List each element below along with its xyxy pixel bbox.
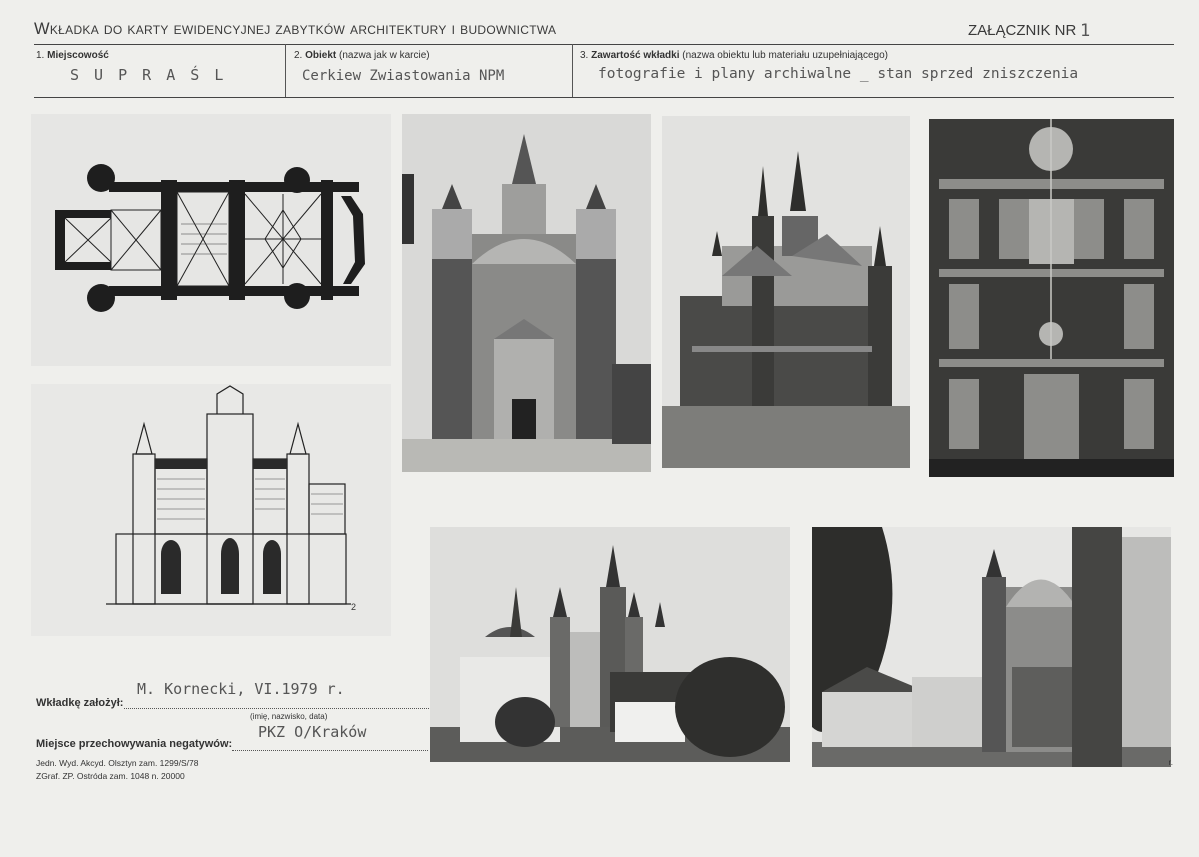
object-value: Cerkiew Zwiastowania NPM	[302, 68, 505, 84]
field-divider-2	[572, 44, 573, 97]
church-side-photo	[662, 116, 910, 468]
drawing-number: 2	[351, 602, 357, 612]
tower-courtyard-photo	[812, 527, 1171, 767]
founded-value: M. Kornecki, VI.1979 r.	[137, 680, 345, 698]
corner-mark: r.	[1168, 758, 1173, 767]
locality-value: S U P R A Ś L	[70, 66, 227, 84]
church-front-photo	[402, 114, 651, 472]
negatives-value: PKZ O/Kraków	[258, 723, 367, 741]
monastery-panorama-photo	[430, 527, 790, 762]
annex-label: ZAŁĄCZNIK NR	[968, 22, 1077, 39]
founded-label: Wkładkę założył:	[36, 697, 124, 709]
floor-plan-photo	[31, 114, 391, 366]
header-rule-top	[34, 44, 1174, 45]
founded-note: (imię, nazwisko, data)	[250, 712, 328, 721]
annex-number: 1	[1080, 21, 1091, 41]
negatives-label: Miejsce przechowywania negatywów:	[36, 738, 233, 750]
field-divider-1	[285, 44, 286, 97]
content-value: fotografie i plany archiwalne _ stan sprzed zniszczenia	[598, 66, 1079, 82]
sheet-title: Wkładka do karty ewidencyjnej zabytków architektury i budownictwa	[34, 20, 557, 38]
founded-line	[124, 708, 429, 709]
iconostasis-photo	[929, 119, 1174, 477]
content-label: 3. Zawartość wkładki (nazwa obiektu lub materiału uzupełniającego)	[580, 50, 888, 61]
locality-label: 1. Miejscowość	[36, 50, 109, 61]
header-rule-bottom	[34, 97, 1174, 98]
negatives-line	[232, 750, 428, 751]
section-drawing-photo	[31, 384, 391, 636]
printer-line-1: Jedn. Wyd. Akcyd. Olsztyn zam. 1299/S/78	[36, 758, 199, 768]
object-label: 2. Obiekt (nazwa jak w karcie)	[294, 50, 430, 61]
printer-line-2: ZGraf. ZP. Ostróda zam. 1048 n. 20000	[36, 771, 185, 781]
